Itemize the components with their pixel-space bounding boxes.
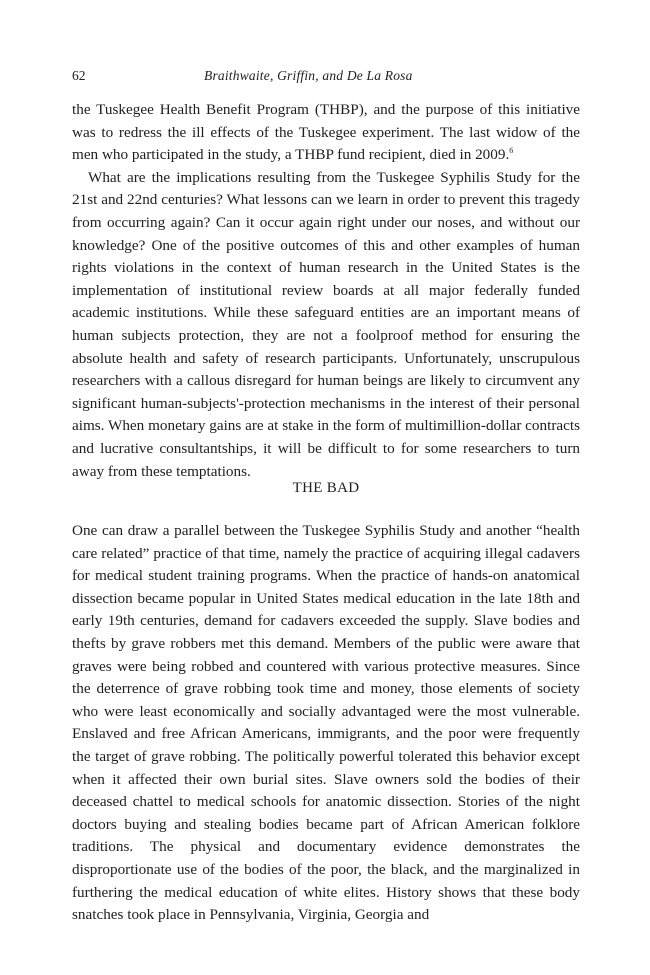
paragraph — [72, 99, 580, 167]
running-head: Braithwaite, Griffin, and De La Rosa — [204, 68, 413, 83]
paragraph: One can draw a parallel between the Tuskegee Syphilis Study and another “health care related” practice of that time, namely the practice of acquiring illegal cadavers for medical student training programs. When the practice of hands-on anatomical dissection became popular in United States medical education in the late 18th and early 19th centuries, demand for cadavers exceeded the supply. Slave bodies and thefts by grave robbers met this demand. Members of the public were aware that graves were being robbed and countered with various protective measures. Since the deterrence of grave robbing took time and money, those elements of society who were least economically and socially advantaged were the most vulnerable. Enslaved and free African Americans, immigrants, and the poor were frequently the target of grave robbing. The politically powerful tolerated this behavior except when it affected their own burial sites. Slave owners sold the bodies of their deceased chattel to medical schools for anatomic dissection. Stories of the night doctors buying and stealing bodies became part of African American folklore traditions. The physical and documentary evidence demonstrates the disproportionate use of the bodies of the poor, the black, and the marginalized in furthering the medical education of white elites. History shows that these body snatches took place in Pennsylvania, Virginia, Georgia and — [72, 522, 580, 924]
page-header — [72, 68, 580, 88]
section-heading: THE BAD — [292, 480, 360, 496]
page-number: 62 — [72, 68, 86, 83]
paragraph: What are the implications resulting from the Tuskegee Syphilis Study for the 21st and 22nd centuries? What lessons can we learn in order to prevent this tragedy from occurring again? Can it occur again right under our noses, and without our knowledge? One of the positive outcomes of this and other examples of human rights violations in the context of human research in the United States is the implementation of institutional review boards at all major federally funded academic institutions. While these safeguard entities are an important means of human subjects protection, they are not a foolproof method for ensuring the absolute health and safety of research participants. Unfortunately, unscrupulous researchers with a callous disregard for human beings are likely to circumvent any significant human-subjects'-protection mechanisms in the interest of their personal aims. When monetary gains are at stake in the form of multimillion-dollar contracts and lucrative consultantships, it will be difficult to for some researchers to turn away from these temptations. — [72, 168, 580, 480]
body-text-block-bottom — [72, 520, 580, 927]
footnote-reference: 6 — [509, 146, 514, 156]
paragraph-text: the Tuskegee Health Benefit Program (THBP), and the purpose of this initiative was to redress the ill effects of the Tuskegee experiment. The last widow of the men who participated in the study, a THBP fund recipient, died in 2009. — [72, 101, 580, 164]
body-text-block-top — [72, 99, 580, 483]
